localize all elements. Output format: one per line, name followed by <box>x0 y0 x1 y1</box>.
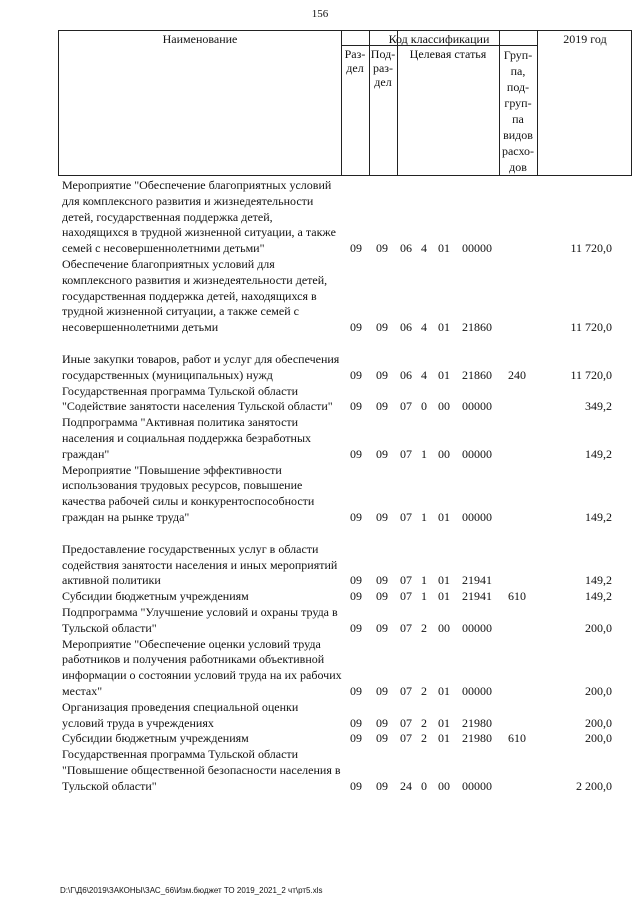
table-row: Мероприятие "Обеспечение благоприятных условий для комплексного развития и жизнедеятельности детей, государственная поддержка детей, находящихся в трудной жизненной ситуации, а также семей с несовершеннолетними детьми" 09 09 06 4 01 00000 11 720,0 <box>62 178 612 256</box>
table-row: Подпрограмма "Улучшение условий и охраны труда в Тульской области" 09 09 07 2 00 00000 200,0 <box>62 604 612 635</box>
table-body <box>0 178 640 794</box>
table-row: Субсидии бюджетным учреждениям 09 09 07 1 01 21941 610 149,2 <box>62 589 612 604</box>
table-row: Организация проведения специальной оценки условий труда в учреждениях 09 09 07 2 01 21980 200,0 <box>62 699 612 730</box>
table-row: Субсидии бюджетным учреждениям 09 09 07 2 01 21980 610 200,0 <box>62 731 612 746</box>
table-row: Государственная программа Тульской области "Содействие занятости населения Тульской области" 09 09 07 0 00 00000 349,2 <box>62 383 612 414</box>
header-group: Груп- па, под- груп- па видов расхо- дов <box>501 48 535 174</box>
table-row: Подпрограмма "Активная политика занятости населения и социальная поддержка безработных граждан" 09 09 07 1 00 00000 149,2 <box>62 415 612 461</box>
header-classification: Код классификации <box>388 32 490 46</box>
header-section: Раз- дел <box>344 47 366 75</box>
table-row: Иные закупки товаров, работ и услуг для обеспечения государственных (муниципальных) нужд 09 09 06 4 01 21860 240 11 720,0 <box>62 351 612 382</box>
col-divider <box>537 31 538 175</box>
table-row: Мероприятие "Обеспечение оценки условий труда работников и получения работниками объективной информации о состоянии условий труда на их рабочих местах" 09 09 07 2 01 00000 200,0 <box>62 636 612 698</box>
header-target: Целевая статья <box>409 47 487 61</box>
table-row: Предоставление государственных услуг в области содействия занятости населения и иных мероприятий активной политики 09 09 07 1 01 21941 149,2 <box>62 541 612 588</box>
table-row: Государственная программа Тульской области "Повышение общественной безопасности населения в Тульской области" 09 09 24 0 00 00000 2 200,0 <box>62 747 612 793</box>
header-subsection: Под- раз- дел <box>370 47 396 89</box>
header-year: 2019 год <box>563 32 607 46</box>
table-header <box>58 30 632 176</box>
header-name: Наименование <box>162 32 238 46</box>
table-row: Обеспечение благоприятных условий для комплексного развития и жизнедеятельности детей, государственная поддержка детей, находящихся в трудной жизненной ситуации, а также семей с несовершеннолетними детьми 09 09 06 4 01 21860 11 720,0 <box>62 256 612 335</box>
table-row: Мероприятие "Повышение эффективности использования трудовых ресурсов, повышение качества рабочей силы и конкурентоспособности граждан на рынке труда" 09 09 07 1 01 00000 149,2 <box>62 462 612 524</box>
page-number: 156 <box>311 8 329 20</box>
file-path-footer: D:\Г\Д6\2019\ЗАКОНЫ\ЗАС_66\Изм.бюджет ТО 2019_2021_2 чт\рт5.xls <box>60 886 323 895</box>
